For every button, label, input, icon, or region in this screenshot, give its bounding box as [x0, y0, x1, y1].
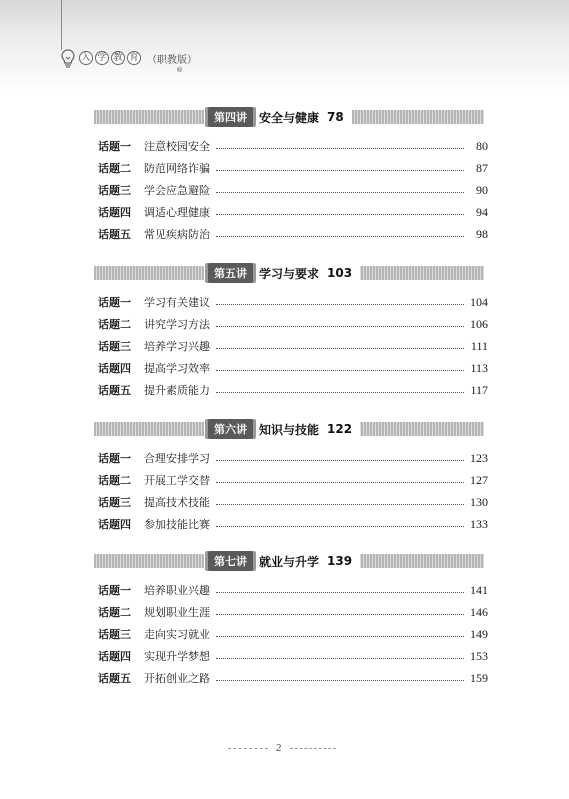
section-page: 78 — [327, 110, 344, 124]
topic-title: 提高技术技能 — [144, 496, 210, 509]
toc-entry[interactable] — [94, 645, 488, 667]
footer-divider — [228, 748, 268, 749]
edition-label: （职教版） — [147, 54, 197, 66]
topic-page: 94 — [476, 204, 488, 219]
topic-page: 123 — [470, 450, 488, 465]
toc-entry[interactable] — [94, 179, 488, 201]
topic-label: 话题三 — [98, 628, 131, 641]
header-band — [0, 0, 569, 92]
leader-dots — [216, 614, 464, 615]
title-char: 入 — [79, 51, 93, 65]
leader-dots — [216, 658, 464, 659]
book-header — [60, 48, 197, 68]
registered-mark: ® — [176, 66, 183, 74]
topic-page: 159 — [470, 670, 488, 685]
leader-dots — [216, 460, 464, 461]
leader-dots — [216, 482, 464, 483]
section-page: 139 — [327, 554, 353, 568]
topic-label: 话题一 — [98, 584, 131, 597]
topic-page: 113 — [470, 360, 488, 375]
toc-entry[interactable] — [94, 469, 488, 491]
topic-page: 127 — [470, 472, 488, 487]
toc-entry[interactable] — [94, 379, 488, 401]
toc-entry[interactable] — [94, 579, 488, 601]
toc-entry[interactable] — [94, 201, 488, 223]
section-badge: 第四讲 — [208, 107, 253, 127]
leader-dots — [216, 326, 464, 327]
topic-label: 话题二 — [98, 474, 131, 487]
topic-label: 话题一 — [98, 452, 131, 465]
topic-page: 106 — [470, 316, 488, 331]
topic-page: 90 — [476, 182, 488, 197]
topic-page: 153 — [470, 648, 488, 663]
leader-dots — [216, 392, 464, 393]
section-page: 103 — [327, 266, 353, 280]
leader-dots — [216, 148, 464, 149]
topic-title: 走向实习就业 — [144, 628, 210, 641]
topic-page: 149 — [470, 626, 488, 641]
section-lecture-6 — [94, 418, 488, 535]
leader-dots — [216, 636, 464, 637]
leader-dots — [216, 348, 464, 349]
section-badge: 第七讲 — [208, 551, 253, 571]
section-lecture-7 — [94, 550, 488, 689]
toc-entry[interactable] — [94, 157, 488, 179]
topic-label: 话题二 — [98, 318, 131, 331]
page-number: 2 — [276, 742, 282, 754]
topic-page: 98 — [476, 226, 488, 241]
topic-title: 提高学习效率 — [144, 362, 210, 375]
toc-entry[interactable] — [94, 601, 488, 623]
topic-label: 话题五 — [98, 672, 131, 685]
topic-title: 提升素质能力 — [144, 384, 210, 397]
lightbulb-icon — [60, 48, 76, 68]
topic-label: 话题二 — [98, 162, 131, 175]
section-heading — [204, 418, 360, 440]
leader-dots — [216, 680, 464, 681]
book-title — [79, 51, 141, 65]
page-footer — [228, 742, 338, 762]
topic-page: 133 — [470, 516, 488, 531]
topic-title: 培养学习兴趣 — [144, 340, 210, 353]
leader-dots — [216, 504, 464, 505]
toc-entry[interactable] — [94, 357, 488, 379]
section-badge: 第六讲 — [208, 419, 253, 439]
topic-title: 参加技能比赛 — [144, 518, 210, 531]
topic-label: 话题四 — [98, 362, 131, 375]
topic-label: 话题五 — [98, 228, 131, 241]
leader-dots — [216, 170, 464, 171]
topic-title: 学习有关建议 — [144, 296, 210, 309]
leader-dots — [216, 592, 464, 593]
topic-label: 话题一 — [98, 140, 131, 153]
topic-page: 80 — [476, 138, 488, 153]
leader-dots — [216, 304, 464, 305]
section-lecture-5 — [94, 262, 488, 401]
topic-label: 话题三 — [98, 340, 131, 353]
topic-label: 话题三 — [98, 496, 131, 509]
topic-title: 开拓创业之路 — [144, 672, 210, 685]
title-char: 学 — [95, 51, 109, 65]
topic-title: 规划职业生涯 — [144, 606, 210, 619]
footer-divider — [290, 748, 336, 749]
leader-dots — [216, 192, 464, 193]
topic-label: 话题一 — [98, 296, 131, 309]
leader-dots — [216, 370, 464, 371]
topic-title: 常见疾病防治 — [144, 228, 210, 241]
section-heading — [204, 262, 360, 284]
toc-entry[interactable] — [94, 623, 488, 645]
section-heading — [204, 550, 360, 572]
toc-entry[interactable] — [94, 291, 488, 313]
toc-entry[interactable] — [94, 513, 488, 535]
section-heading-bar — [94, 422, 484, 436]
toc-entry[interactable] — [94, 335, 488, 357]
section-badge: 第五讲 — [208, 263, 253, 283]
leader-dots — [216, 236, 464, 237]
section-heading-bar — [94, 110, 484, 124]
topic-page: 141 — [470, 582, 488, 597]
topic-label: 话题五 — [98, 384, 131, 397]
toc-entry[interactable] — [94, 491, 488, 513]
topic-page: 111 — [470, 338, 488, 353]
section-title: 学习与要求 — [259, 266, 320, 281]
toc-entry[interactable] — [94, 447, 488, 469]
topic-page: 146 — [470, 604, 488, 619]
topic-title: 开展工学交替 — [144, 474, 210, 487]
section-page: 122 — [327, 422, 353, 436]
topic-title: 讲究学习方法 — [144, 318, 210, 331]
toc-entry[interactable] — [94, 667, 488, 689]
toc-entry[interactable] — [94, 223, 488, 245]
section-heading-bar — [94, 554, 484, 568]
topic-title: 培养职业兴趣 — [144, 584, 210, 597]
topic-label: 话题四 — [98, 206, 131, 219]
toc-entry[interactable] — [94, 135, 488, 157]
topic-page: 87 — [476, 160, 488, 175]
section-title: 就业与升学 — [259, 554, 320, 569]
leader-dots — [216, 214, 464, 215]
topic-title: 学会应急避险 — [144, 184, 210, 197]
topic-title: 合理安排学习 — [144, 452, 210, 465]
section-lecture-4 — [94, 106, 488, 245]
section-title: 安全与健康 — [259, 110, 320, 125]
topic-page: 130 — [470, 494, 488, 509]
leader-dots — [216, 526, 464, 527]
toc-entry[interactable] — [94, 313, 488, 335]
topic-title: 实现升学梦想 — [144, 650, 210, 663]
topic-label: 话题二 — [98, 606, 131, 619]
section-heading-bar — [94, 266, 484, 280]
topic-title: 防范网络诈骗 — [144, 162, 210, 175]
margin-line — [61, 0, 62, 50]
topic-label: 话题三 — [98, 184, 131, 197]
topic-label: 话题四 — [98, 518, 131, 531]
title-char: 教 — [111, 51, 125, 65]
topic-label: 话题四 — [98, 650, 131, 663]
title-char: 育 — [127, 51, 141, 65]
topic-title: 注意校园安全 — [144, 140, 210, 153]
section-title: 知识与技能 — [259, 422, 320, 437]
section-heading — [204, 106, 352, 128]
topic-page: 104 — [470, 294, 488, 309]
topic-title: 调适心理健康 — [144, 206, 210, 219]
topic-page: 117 — [470, 382, 488, 397]
